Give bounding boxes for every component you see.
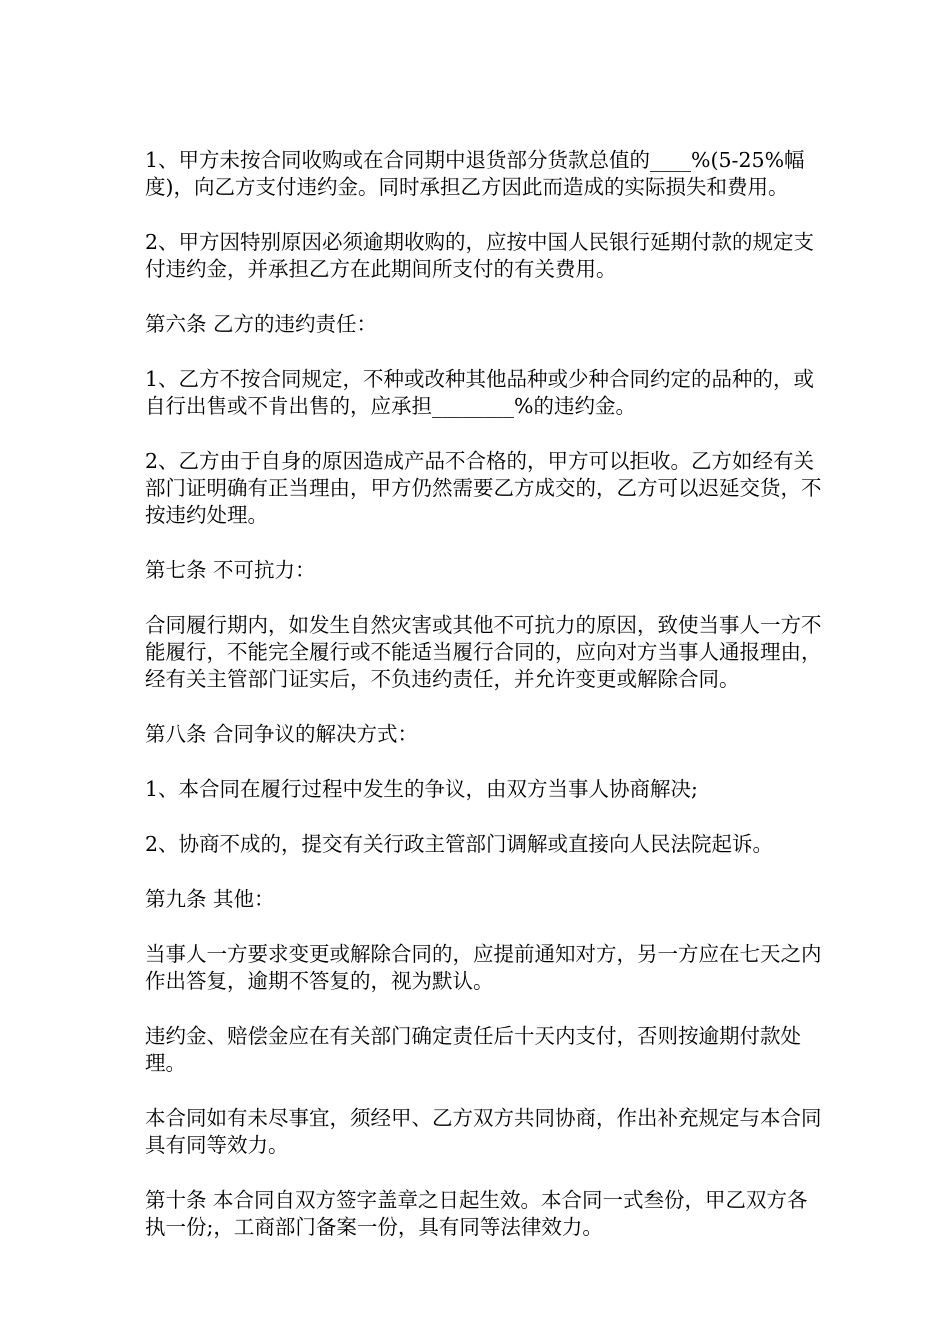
paragraph-dispute-2: 2、协商不成的，提交有关行政主管部门调解或直接向人民法院起诉。	[145, 832, 774, 856]
paragraph-other-2: 违约金、赔偿金应在有关部门确定责任后十天内支付，否则按逾期付款处理。	[145, 1024, 801, 1075]
paragraph-article-10: 第十条 本合同自双方签字盖章之日起生效。本合同一式叁份，甲乙双方各执一份;，工商部门备案一份，具有同等法律效力。	[145, 1188, 808, 1239]
heading-article-6: 第六条 乙方的违约责任：	[145, 312, 378, 336]
paragraph-breach-party-a-2: 2、甲方因特别原因必须逾期收购的，应按中国人民银行延期付款的规定支付违约金，并承担乙方在此期间所支付的有关费用。	[145, 230, 815, 281]
heading-article-9: 第九条 其他：	[145, 887, 275, 911]
paragraph-breach-party-b-1: 1、乙方不按合同规定，不种或改种其他品种或少种合同约定的品种的，或自行出售或不肯出售的，应承担________%的违约金。	[145, 367, 815, 418]
paragraph-other-3: 本合同如有未尽事宜，须经甲、乙方双方共同协商，作出补充规定与本合同具有同等效力。	[145, 1106, 822, 1157]
heading-article-7: 第七条 不可抗力：	[145, 558, 316, 582]
paragraph-breach-party-b-2: 2、乙方由于自身的原因造成产品不合格的，甲方可以拒收。乙方如经有关部门证明确有正当理由，甲方仍然需要乙方成交的，乙方可以迟延交货，不按违约处理。	[145, 449, 822, 527]
document-body	[145, 147, 825, 1269]
paragraph-breach-party-a-1: 1、甲方未按合同收购或在合同期中退货部分货款总值的____%(5-25%幅度)，向乙方支付违约金。同时承担乙方因此而造成的实际损失和费用。	[145, 148, 805, 199]
paragraph-other-1: 当事人一方要求变更或解除合同的，应提前通知对方，另一方应在七天之内作出答复，逾期不答复的，视为默认。	[145, 942, 822, 993]
heading-article-8: 第八条 合同争议的解决方式：	[145, 722, 419, 746]
paragraph-force-majeure: 合同履行期内，如发生自然灾害或其他不可抗力的原因，致使当事人一方不能履行，不能完全履行或不能适当履行合同的，应向对方当事人通报理由，经有关主管部门证实后，不负违约责任，并允许变更或解除合同。	[145, 613, 822, 691]
paragraph-dispute-1: 1、本合同在履行过程中发生的争议，由双方当事人协商解决;	[145, 777, 698, 801]
